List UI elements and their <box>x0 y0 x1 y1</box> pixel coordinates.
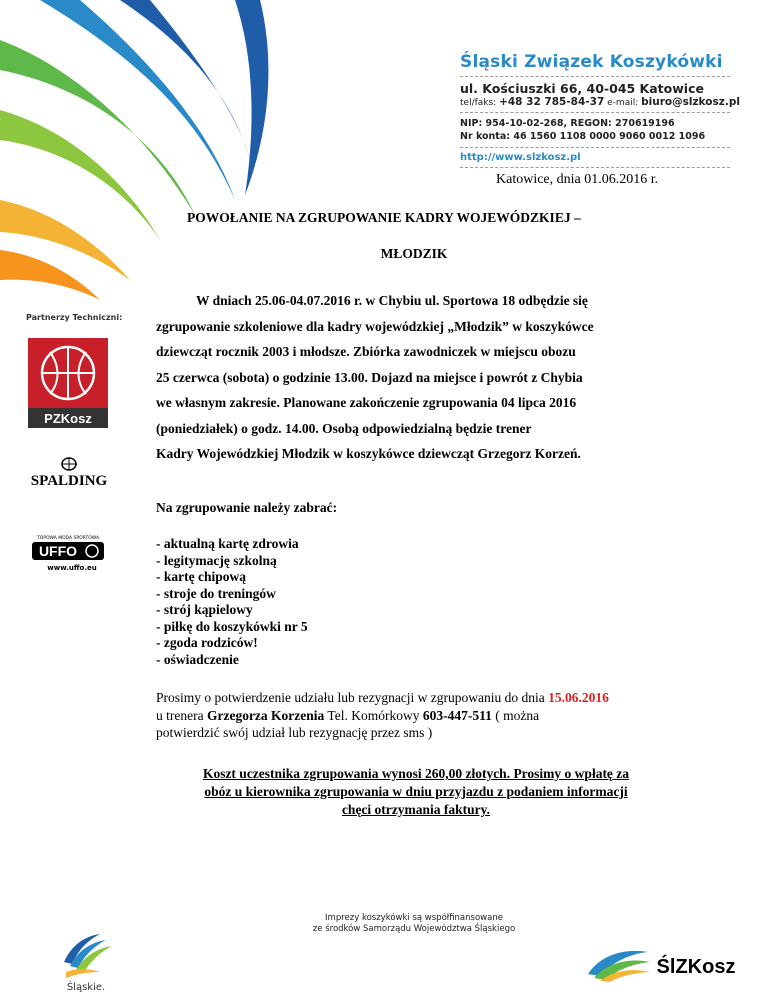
list-item: - aktualną kartę zdrowia <box>156 536 299 551</box>
confirmation-paragraph <box>156 689 736 742</box>
list-item: - strój kąpielowy <box>156 602 253 617</box>
spalding-text: SPALDING <box>30 473 108 489</box>
slzkosz-text: ŚlZKosz <box>656 956 736 978</box>
list-item: - legitymację szkolną <box>156 552 277 568</box>
cost-notice <box>156 765 676 819</box>
spalding-logo <box>28 456 110 492</box>
uffo-text: UFFO <box>38 543 78 559</box>
organization-header <box>460 52 740 172</box>
funding-line: ze środków Samorządu Województwa Śląskiego <box>312 924 516 934</box>
confirm-text: Prosimy o potwierdzenie udziału lub rezygnacji w zgrupowaniu do dnia <box>156 690 549 705</box>
organization-address: ul. Kościuszki 66, 40-045 Katowice <box>460 81 704 96</box>
announcement-line: zgrupowanie szkoleniowe dla kadry wojewódzkiej „Młodzik” w koszykówce <box>156 318 594 334</box>
announcement-line: dziewcząt rocznik 2003 i młodsze. Zbiórka zawodniczek w miejscu obozu <box>156 344 576 359</box>
email-label: e-mail: <box>604 98 642 108</box>
coach-phone: 603-447-511 <box>422 707 492 723</box>
divider <box>460 76 730 77</box>
document-title: POWOŁANIE NA ZGRUPOWANIE KADRY WOJEWÓDZKIEJ – <box>187 210 581 225</box>
uffo-tagline: TOPOWA MODA SPORTOWA <box>36 536 100 541</box>
slzkosz-logo <box>586 944 746 984</box>
document-subtitle: MŁODZIK <box>380 246 448 261</box>
announcement-line: W dniach 25.06-04.07.2016 r. w Chybiu ul. Sportowa 18 odbędzie się <box>196 293 588 308</box>
divider <box>460 112 730 113</box>
document-date: Katowice, dnia 01.06.2016 r. <box>496 172 659 187</box>
tel-value: +48 32 785-84-37 <box>499 96 605 108</box>
uffo-logo <box>28 534 108 574</box>
announcement-line: we własnym zakresie. Planowane zakończenie zgrupowania 04 lipca 2016 <box>156 395 577 410</box>
confirm-text: ( można <box>491 707 540 723</box>
deadline-date: 15.06.2016 <box>548 690 609 705</box>
tel-label: tel/faks: <box>460 98 500 108</box>
confirm-text: potwierdzić swój udział lub rezygnację przez sms ) <box>156 725 433 740</box>
pzkosz-logo <box>28 338 108 428</box>
list-item: - zgoda rodziców! <box>156 635 258 650</box>
announcement-line: Kadry Wojewódzkiej Młodzik w koszykówce dziewcząt Grzegorz Korzeń. <box>156 446 581 461</box>
list-item: - stroje do treningów <box>156 585 276 601</box>
bring-list-title: Na zgrupowanie należy zabrać: <box>156 500 338 515</box>
confirm-text: Tel. Komórkowy <box>324 707 423 723</box>
divider <box>460 167 730 168</box>
uffo-url: www.uffo.eu <box>47 564 97 572</box>
list-item: - kartę chipową <box>156 569 246 584</box>
website-link[interactable]: http://www.slzkosz.pl <box>460 152 581 163</box>
partners-label: Partnerzy Techniczni: <box>26 313 123 322</box>
slaskie-logo <box>46 922 126 994</box>
divider <box>460 147 730 148</box>
slaskie-text: Śląskie. <box>66 982 106 993</box>
coach-name: Grzegorza Korzenia <box>206 707 325 723</box>
organization-name: Śląski Związek Koszykówki <box>460 52 723 72</box>
cost-line: chęci otrzymania faktury. <box>341 802 491 817</box>
contact-line <box>460 96 740 108</box>
announcement-line: 25 czerwca (sobota) o godzinie 13.00. Dojazd na miejsce i powrót z Chybia <box>156 369 583 385</box>
cost-line: Koszt uczestnika zgrupowania wynosi 260,00 złotych. Prosimy o wpłatę za <box>202 766 630 781</box>
cost-line: obóz u kierownika zgrupowania w dniu przyjazdu z podaniem informacji <box>204 784 628 799</box>
funding-line: Imprezy koszykówki są współfinansowane <box>325 913 503 923</box>
list-item: - oświadczenie <box>156 651 239 667</box>
bank-account: Nr konta: 46 1560 1108 0000 9060 0012 1096 <box>460 131 706 142</box>
bring-list <box>156 536 308 668</box>
email-value: biuro@slzkosz.pl <box>641 96 740 108</box>
pzkosz-text: PZKosz <box>44 411 92 426</box>
list-item: - piłkę do koszykówki nr 5 <box>156 618 308 634</box>
basketball-swoosh-graphic <box>0 0 320 320</box>
nip-regon: NIP: 954-10-02-268, REGON: 270619196 <box>460 118 675 129</box>
announcement-line: (poniedziałek) o godz. 14.00. Osobą odpowiedzialną będzie trener <box>156 420 532 436</box>
confirm-text: u trenera <box>156 707 207 723</box>
main-announcement <box>156 288 716 467</box>
